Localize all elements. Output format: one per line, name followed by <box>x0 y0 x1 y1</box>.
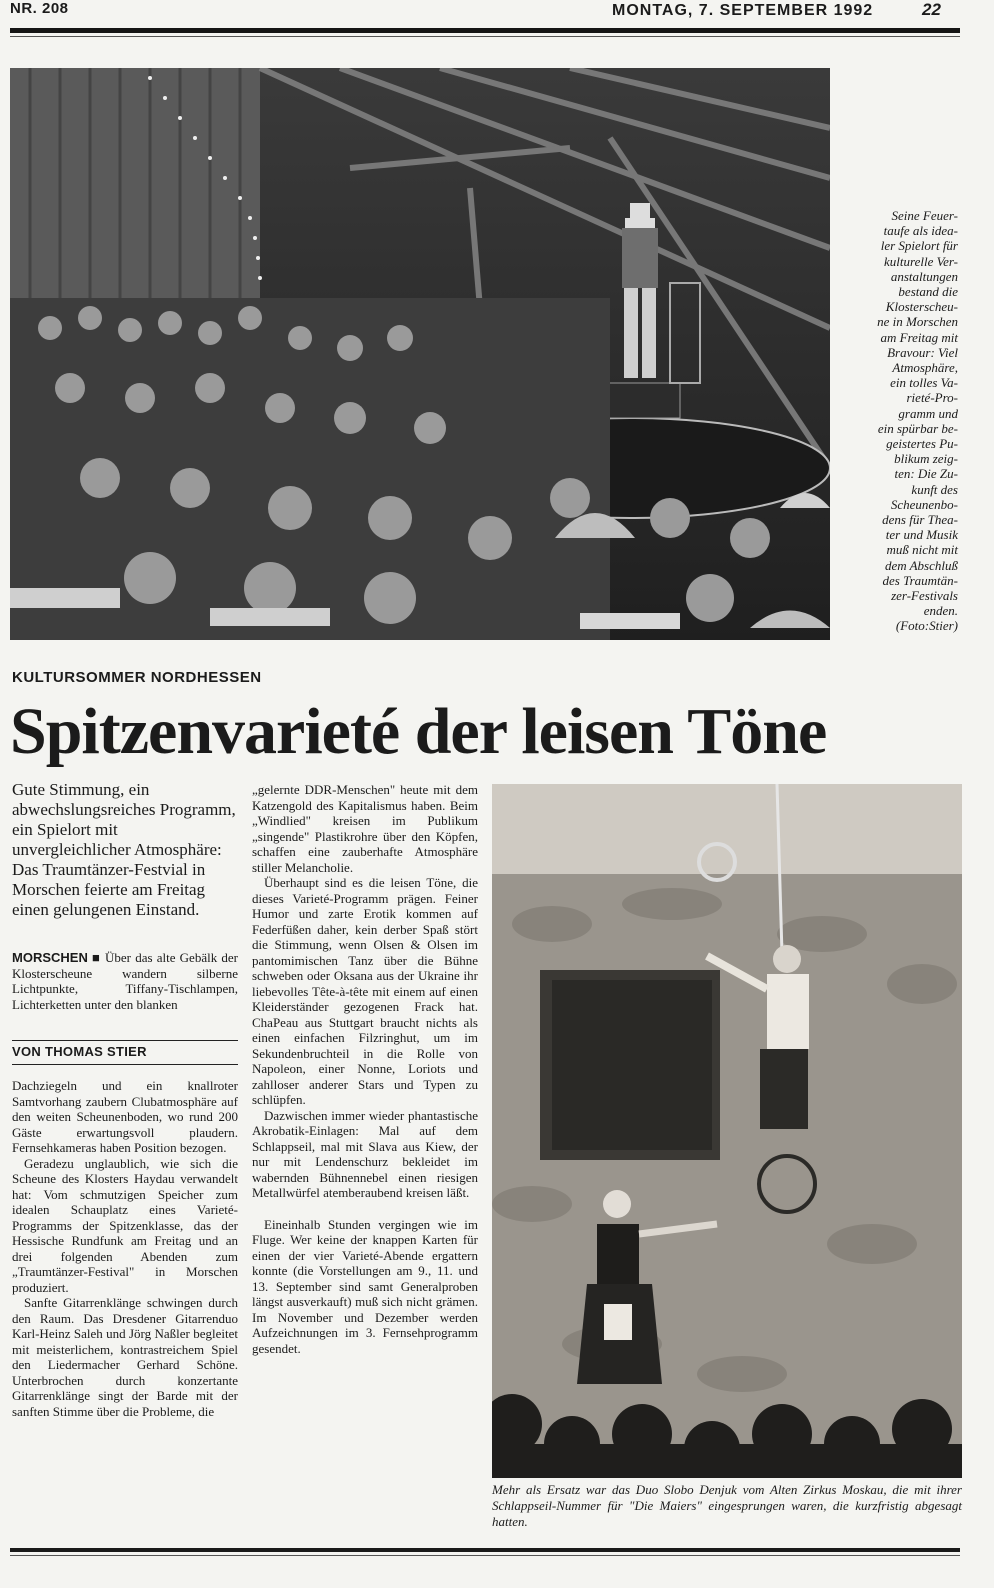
section-kicker: KULTURSOMMER NORDHESSEN <box>12 669 262 686</box>
article-lead: Gute Stimmung, ein abwechslungsreiches Programm, ein Spielort mit unvergleichlicher Atmosphäre: Das Traumtänzer-Festvial in Morschen feierte am Freitag einen gelungenen Einstand. <box>12 780 236 919</box>
article-headline: Spitzenvarieté der leisen Töne <box>10 695 827 768</box>
issue-date: MONTAG, 7. SEPTEMBER 1992 <box>612 2 874 19</box>
header-rule-thin <box>10 36 960 37</box>
header-rule <box>10 28 960 33</box>
byline: VON THOMAS STIER <box>12 1044 147 1059</box>
bottom-photo-caption: Mehr als Ersatz war das Duo Slobo Denjuk vom Alten Zirkus Moskau, die mit ihrer Schlappseil-Nummer für "Die Maiers" eingesprungen waren, die kurzfristig abgesagt hatten. <box>492 1482 962 1529</box>
paragraph-gap <box>252 1201 478 1217</box>
dateline: MORSCHEN <box>12 950 88 965</box>
top-photo <box>10 68 830 640</box>
barn-theatre-image <box>10 68 830 640</box>
acrobats-image <box>492 784 962 1478</box>
footer-rule-thin <box>10 1555 960 1556</box>
paragraph: Sanfte Gitarrenklänge schwingen durch den Raum. Das Dresdener Gitarrenduo Karl-Heinz Saleh und Jörg Naßler begleitet mit meisterlichem, kontrastreichem Spiel den Liedermacher Gerhard Schöne. Unterbrochen durch konzertante Gitarrenklänge singt der Barde mit der sanften Stimme über die Probleme, die <box>12 1295 238 1419</box>
top-photo-caption: Seine Feuer- taufe als idea- ler Spielort für kulturelle Ver- anstaltungen bestand die Klosterscheu- ne in Morschen am Freitag mit Bravour: Viel Atmosphäre, ein tolles Va- rieté-Pro- gramm und ein spürbar be- geistertes Pu- blikum zeig- ten: Die Zu- kunft des Scheunenbo- dens für Thea- ter und Musik muß nicht mit dem Abschluß des Traumtän- zer-Festivals enden. (Foto:Stier) <box>838 208 958 634</box>
paragraph: Eineinhalb Stunden vergingen wie im Fluge. Wer keine der knappen Karten für einen der vier Varieté-Abende ergattern konnte (die Vorstellungen am 9., 11. und 13. September sind samt Generalproben längst ausverkauft) muß sich nicht grämen. Im November und Dezember werden Aufzeichnungen im 3. Fernsehprogramm gesendet. <box>252 1216 478 1356</box>
byline-rule-bottom <box>12 1064 238 1065</box>
column-1-body <box>12 1078 238 1419</box>
paragraph: Dachziegeln und ein knallroter Samtvorhang zaubern Clubatmosphäre auf den weiten Scheunenboden, wo rund 200 Gäste erwartungsvoll plaudern. Fernsehkameras haben Position bezogen. <box>12 1078 238 1155</box>
paragraph: „gelernte DDR-Menschen" heute mit dem Katzengold des Kapitalismus haben. Beim „Windlied" kreisen im Publikum „singende" Plastikrohre über den Köpfen, schaffen eine zauberhafte Atmosphäre stiller Melancholie. <box>252 782 478 875</box>
column-2-body <box>252 782 478 1356</box>
paragraph: Geradezu unglaublich, wie sich die Scheune des Klosters Haydau verwandelt hat: Vom schmutzigen Speicher zum idealen Schauplatz eines Varieté-Programms der Spitzenklasse, das der Hessische Rundfunk am Freitag und an drei folgenden Abenden zum „Traumtänzer-Festival" in Morschen produziert. <box>12 1155 238 1295</box>
bullet: ■ <box>92 950 101 965</box>
byline-rule-top <box>12 1040 238 1041</box>
issue-number: NR. 208 <box>10 0 69 17</box>
page-number: 22 <box>922 0 941 19</box>
paragraph: Dazwischen immer wieder phantastische Akrobatik-Einlagen: Mal auf dem Schlappseil, mal mit Slava aus Kiew, der nur mit Lendenschurz bekleidet im wabernden Bühnennebel einen riesigen Metallwürfel atemberaubend kreisen läßt. <box>252 1107 478 1200</box>
photo-credit: (Foto:Stier) <box>895 618 958 634</box>
paragraph: Überhaupt sind es die leisen Töne, die dieses Varieté-Programm prägen. Feiner Humor und zarte Erotik kommen auf Federfüßen daher, kein derber Spaß stört die Stimmung, wenn Olsen & Olsen im pantomimischen Tanz über die Bühne schweben oder Oksana aus der Ukraine ihr liebevolles Tête-à-tête mit einem auf einen Kleiderständer gezogenen Frack hat. ChaPeau aus Stuttgart braucht nichts als einen einfachen Filzringhut, um im Sekundenbruchteil in die Rolle von Napoleon, einer Nonne, Loriots und zahlloser anderer Stars und Typen zu schlüpfen. <box>252 875 478 1107</box>
dateline-text: Über das alte Gebälk der Klosterscheune wandern silberne Lichtpunkte, Tiffany-Tischlampen, Lichterketten unter den blanken <box>12 950 238 1012</box>
bottom-photo <box>492 784 962 1478</box>
column-1-intro <box>12 950 238 1012</box>
footer-rule <box>10 1548 960 1552</box>
